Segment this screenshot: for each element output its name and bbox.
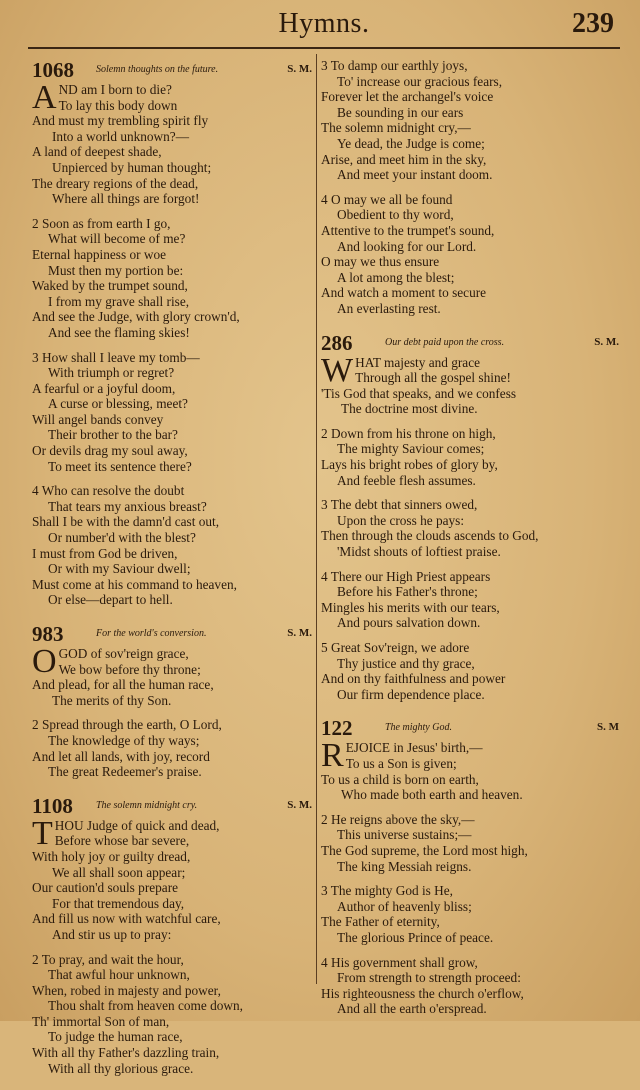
hymn-header — [321, 716, 621, 741]
verse-line: ND am I born to die? — [58, 82, 172, 97]
verse-line: And plead, for all the human race, — [32, 677, 214, 693]
verse-line: 4 Who can resolve the doubt — [32, 483, 185, 499]
verse-line: Thou shalt from heaven come down, — [48, 998, 243, 1014]
verse-line: 3 How shall I leave my tomb— — [32, 349, 200, 365]
verse-line: Must then my portion be: — [48, 262, 184, 278]
verse-line: We all shall soon appear; — [52, 864, 186, 880]
verse-line: Our firm dependence place. — [337, 686, 485, 702]
verse-line: To meet its sentence there? — [48, 458, 192, 474]
hymn-number: 286 — [321, 330, 353, 355]
verse-line: Their brother to the bar? — [48, 427, 178, 443]
verse-line: A fearful or a joyful doom, — [32, 380, 176, 396]
verse-line: To' increase our gracious fears, — [337, 73, 503, 89]
verse-line: Unpierced by human thought; — [52, 159, 212, 175]
verse-line: And see the flaming skies! — [48, 324, 190, 340]
verse-line: 2 Soon as from earth I go, — [32, 215, 171, 231]
verse-line: This universe sustains;— — [337, 827, 472, 843]
verse-line: Will angel bands convey — [32, 411, 164, 427]
verse-line: 3 To damp our earthly joys, — [321, 58, 468, 73]
verse-line: Or number'd with the blest? — [48, 530, 196, 546]
hymn-theme: The solemn midnight cry. — [96, 799, 198, 811]
hymn-meter: S. M. — [594, 335, 619, 348]
verse-line: For that tremendous day, — [52, 895, 185, 911]
verse-line: Before whose bar severe, — [54, 833, 190, 849]
verse-line: A curse or blessing, meet? — [48, 396, 188, 412]
verse-line: Or with my Saviour dwell; — [48, 561, 191, 577]
verse-line: And fill us now with watchful care, — [32, 911, 221, 927]
hymn-theme: Our debt paid upon the cross. — [385, 336, 505, 348]
verse-line: Eternal happiness or woe — [32, 246, 167, 262]
verse-line: His righteousness the church o'erflow, — [321, 985, 524, 1001]
hymn-number: 983 — [32, 622, 64, 646]
verse-line: The God supreme, the Lord most high, — [321, 842, 528, 858]
hymn-header — [32, 622, 314, 644]
stanza — [321, 497, 621, 559]
stanza — [321, 812, 621, 874]
verse-line: Th' immortal Son of man, — [32, 1013, 170, 1029]
verse-line: 4 O may we all be found — [321, 191, 453, 207]
page-header — [28, 4, 620, 44]
verse-line: The king Messiah reigns. — [337, 858, 472, 874]
verse-line: What will become of me? — [48, 231, 186, 247]
hymn — [32, 622, 314, 780]
verse-line: And feeble flesh assumes. — [337, 472, 476, 488]
verse-line: 2 Down from his throne on high, — [321, 425, 496, 441]
verse-line: Where all things are forgot! — [52, 191, 200, 207]
hymn-header — [321, 331, 621, 353]
verse-line: An everlasting rest. — [337, 300, 441, 316]
verse-line: To us a Son is given; — [345, 755, 457, 771]
hymn-theme: The mighty God. — [385, 722, 452, 734]
left-column — [32, 58, 314, 1090]
verse-line: Must come at his command to heaven, — [32, 576, 237, 592]
stanza — [32, 814, 314, 943]
stanza — [321, 640, 621, 702]
verse-line: With all thy glorious grace. — [48, 1060, 194, 1076]
hymn-number: 122 — [321, 716, 353, 741]
header-rule — [28, 47, 620, 49]
hymn — [32, 58, 314, 608]
verse-line: Our caution'd souls prepare — [32, 880, 179, 896]
verse-line: Attentive to the trumpet's sound, — [321, 222, 495, 238]
verse-line: The solemn midnight cry,— — [321, 120, 471, 136]
verse-line: We bow before thy throne; — [58, 661, 201, 677]
verse-line: To us a child is born on earth, — [321, 771, 479, 787]
hymn-header — [32, 58, 314, 80]
verse-line: And must my trembling spirit fly — [32, 113, 209, 129]
stanza — [321, 351, 621, 417]
hymn-meter: S. M. — [287, 63, 312, 75]
verse-line: The mighty Saviour comes; — [337, 441, 485, 457]
verse-line: To lay this body down — [58, 97, 178, 113]
drop-cap: W — [321, 351, 354, 389]
verse-line: And looking for our Lord. — [337, 238, 477, 254]
drop-cap: R — [321, 737, 344, 775]
verse-line: Ye dead, the Judge is come; — [337, 135, 485, 151]
stanza — [32, 350, 314, 475]
verse-line: Author of heavenly bliss; — [337, 898, 472, 914]
stanza — [321, 192, 621, 317]
verse-line: 4 His government shall grow, — [321, 954, 478, 970]
verse-line: And see the Judge, with glory crown'd, — [32, 309, 240, 325]
verse-line: A land of deepest shade, — [32, 144, 162, 160]
verse-line: Arise, and meet him in the sky, — [321, 151, 487, 167]
hymn-number: 1068 — [32, 58, 74, 82]
verse-line: Mingles his merits with our tears, — [321, 599, 500, 615]
verse-line: Be sounding in our ears — [337, 104, 464, 120]
verse-line: HAT majesty and grace — [355, 354, 481, 370]
verse-line: Or devils drag my soul away, — [32, 443, 188, 459]
verse-line: GOD of sov'reign grace, — [58, 646, 189, 661]
verse-line: Before his Father's throne; — [337, 584, 478, 600]
stanza — [321, 426, 621, 488]
verse-line: 2 To pray, and wait the hour, — [32, 951, 184, 967]
stanza — [321, 955, 621, 1017]
verse-line: That awful hour unknown, — [48, 967, 190, 983]
verse-line: 2 He reigns above the sky,— — [321, 811, 475, 827]
verse-line: And meet your instant doom. — [337, 167, 493, 183]
stanza — [321, 737, 621, 803]
verse-line: The knowledge of thy ways; — [48, 732, 200, 748]
verse-line: A lot among the blest; — [337, 269, 455, 285]
page-title: Hymns. — [278, 8, 370, 39]
verse-line: I must from God be driven, — [32, 545, 178, 561]
hymn — [32, 794, 314, 1077]
verse-line: The doctrine most divine. — [341, 401, 478, 417]
hymn-number: 1108 — [32, 793, 73, 818]
hymn-meter: S. M. — [287, 798, 312, 811]
verse-line: HOU Judge of quick and dead, — [54, 817, 220, 833]
verse-line: The great Redeemer's praise. — [48, 764, 202, 780]
verse-line: To judge the human race, — [48, 1029, 183, 1045]
verse-line: Thy justice and thy grace, — [337, 655, 475, 671]
verse-line: Or else—depart to hell. — [48, 592, 173, 608]
hymn — [321, 58, 621, 317]
verse-line: Who made both earth and heaven. — [341, 787, 523, 803]
verse-line: That tears my anxious breast? — [48, 498, 207, 514]
hymn-theme: Solemn thoughts on the future. — [96, 64, 219, 75]
verse-line: 3 The mighty God is He, — [321, 883, 453, 899]
verse-line: And pours salvation down. — [337, 615, 481, 631]
verse-line: Upon the cross he pays: — [337, 512, 465, 528]
column-divider — [316, 54, 317, 984]
verse-line: 4 There our High Priest appears — [321, 568, 491, 584]
stanza — [321, 569, 621, 631]
verse-line: From strength to strength proceed: — [337, 970, 521, 986]
hymn-meter: S. M. — [287, 627, 312, 639]
hymn-theme: For the world's conversion. — [96, 628, 207, 639]
verse-line: The dreary regions of the dead, — [32, 175, 199, 191]
verse-line: And let all lands, with joy, record — [32, 748, 210, 764]
verse-line: With holy joy or guilty dread, — [32, 848, 191, 864]
verse-line: EJOICE in Jesus' birth,— — [345, 740, 483, 756]
verse-line: With triumph or regret? — [48, 365, 175, 381]
hymn — [321, 716, 621, 1017]
stanza — [32, 643, 314, 708]
drop-cap: O — [32, 643, 57, 680]
verse-line: The Father of eternity, — [321, 914, 440, 930]
verse-line: O may we thus ensure — [321, 254, 440, 270]
verse-line: Shall I be with the damn'd cast out, — [32, 514, 220, 530]
verse-line: Through all the gospel shine! — [355, 370, 511, 386]
verse-line: 5 Great Sov'reign, we adore — [321, 640, 470, 655]
verse-line: And stir us up to pray: — [52, 926, 172, 942]
drop-cap: T — [32, 814, 53, 852]
stanza — [32, 717, 314, 779]
verse-line: Waked by the trumpet sound, — [32, 278, 188, 294]
drop-cap: A — [32, 79, 57, 116]
verse-line: And watch a moment to secure — [321, 285, 487, 301]
verse-line: 'Tis God that speaks, and we confess — [321, 385, 517, 401]
verse-line: When, robed in majesty and power, — [32, 982, 221, 998]
stanza — [32, 483, 314, 608]
verse-line: 3 The debt that sinners owed, — [321, 497, 478, 513]
verse-line: I from my grave shall rise, — [48, 293, 190, 309]
stanza — [32, 216, 314, 341]
stanza — [32, 79, 314, 207]
hymn-header — [32, 794, 314, 816]
verse-line: The glorious Prince of peace. — [337, 929, 494, 945]
verse-line: With all thy Father's dazzling train, — [32, 1045, 220, 1061]
verse-line: The merits of thy Son. — [52, 692, 172, 708]
right-column — [321, 58, 621, 1031]
stanza — [321, 883, 621, 945]
verse-line: And all the earth o'erspread. — [337, 1001, 487, 1017]
verse-line: 'Midst shouts of loftiest praise. — [337, 544, 501, 560]
verse-line: Forever let the archangel's voice — [321, 89, 494, 105]
verse-line: Then through the clouds ascends to God, — [321, 528, 539, 544]
page-number: 239 — [572, 8, 614, 39]
hymn — [321, 331, 621, 703]
verse-line: And on thy faithfulness and power — [321, 671, 506, 687]
hymn-meter: S. M — [597, 721, 619, 734]
stanza — [32, 952, 314, 1077]
verse-line: 2 Spread through the earth, O Lord, — [32, 717, 222, 733]
verse-line: Obedient to thy word, — [337, 207, 454, 223]
stanza — [321, 58, 621, 183]
verse-line: Lays his bright robes of glory by, — [321, 457, 498, 473]
verse-line: Into a world unknown?— — [52, 128, 190, 144]
